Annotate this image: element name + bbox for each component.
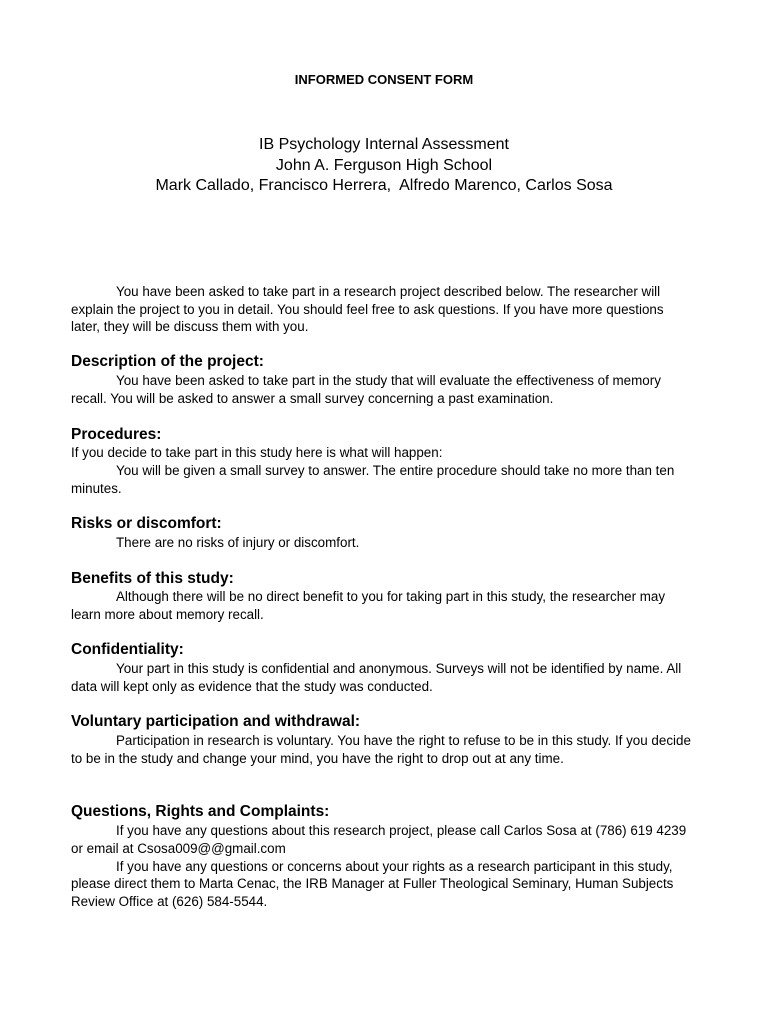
questions-paragraph-2: If you have any questions or concerns about your rights as a research participant in this study, please direct them to Marta Cenac, the IRB Manager at Fuller Theological Seminary, Human Subjects Review Office at (626) 584-5544. xyxy=(71,858,674,910)
header-course: IB Psychology Internal Assessment xyxy=(259,136,509,153)
section-heading-benefits: Benefits of this study: xyxy=(71,570,234,587)
section-body-description xyxy=(71,372,695,408)
form-title: INFORMED CONSENT FORM xyxy=(294,72,474,87)
procedures-paragraph-1: If you decide to take part in this study here is what will happen: xyxy=(71,445,443,460)
description-paragraph: You have been asked to take part in the study that will evaluate the effectiveness of memory recall. You will be asked to answer a small survey concerning a past examination. xyxy=(71,373,661,406)
procedures-paragraph-2: You will be given a small survey to answer. The entire procedure should take no more than ten minutes. xyxy=(71,462,675,496)
section-body-procedures xyxy=(71,444,695,497)
section-heading-voluntary: Voluntary participation and withdrawal: xyxy=(71,713,361,730)
section-body-confidentiality xyxy=(71,660,695,696)
section-body-questions xyxy=(71,822,695,911)
section-body-voluntary xyxy=(71,732,695,768)
document-header xyxy=(0,135,768,197)
header-authors: Mark Callado, Francisco Herrera, Alfredo Marenco, Carlos Sosa xyxy=(155,177,613,194)
questions-paragraph-1: If you have any questions about this research project, please call Carlos Sosa at (786) 619 4239 or email at Csosa009@@gmail.com xyxy=(71,823,687,856)
voluntary-paragraph: Participation in research is voluntary. You have the right to refuse to be in this study. If you decide to be in the study and change your mind, you have the right to drop out at any time. xyxy=(71,733,691,766)
benefits-paragraph: Although there will be no direct benefit to you for taking part in this study, the researcher may learn more about memory recall. xyxy=(71,589,666,622)
section-heading-description: Description of the project: xyxy=(71,353,264,370)
confidentiality-paragraph: Your part in this study is confidential and anonymous. Surveys will not be identified by name. All data will kept only as evidence that the study was conducted. xyxy=(71,661,682,694)
section-heading-confidentiality: Confidentiality: xyxy=(71,641,184,658)
section-body-risks xyxy=(71,534,695,552)
section-heading-risks: Risks or discomfort: xyxy=(71,515,222,532)
risks-paragraph: There are no risks of injury or discomfort. xyxy=(116,535,360,550)
section-heading-questions: Questions, Rights and Complaints: xyxy=(71,803,330,820)
section-body-benefits xyxy=(71,588,695,624)
section-heading-procedures: Procedures: xyxy=(71,426,162,443)
intro-paragraph: You have been asked to take part in a research project described below. The researcher will explain the project to you in detail. You should feel free to ask questions. If you have more questions later, they will be discuss them with you. xyxy=(71,284,664,335)
header-school: John A. Ferguson High School xyxy=(275,156,493,174)
